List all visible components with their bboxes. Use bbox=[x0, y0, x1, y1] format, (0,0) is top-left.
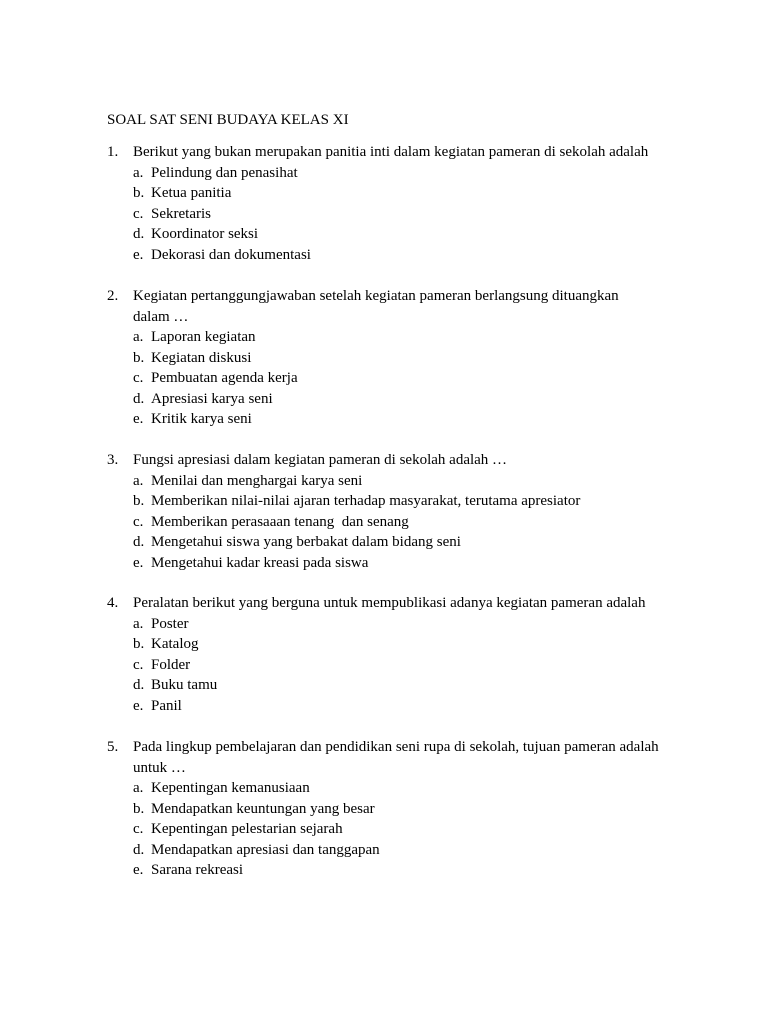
option-text: Panil bbox=[151, 697, 182, 714]
option-text: Kepentingan kemanusiaan bbox=[151, 780, 310, 796]
answer-option bbox=[107, 532, 667, 553]
question-line bbox=[107, 593, 667, 614]
answer-option bbox=[107, 840, 667, 861]
question-text: Peralatan berikut yang berguna untuk mempublikasi adanya kegiatan pameran adalah bbox=[133, 595, 646, 611]
answer-option bbox=[107, 553, 667, 574]
option-text: Sarana rekreasi bbox=[151, 862, 244, 878]
question-4 bbox=[107, 593, 667, 716]
option-letter: c. bbox=[133, 821, 144, 837]
option-text: Mengetahui siswa yang berbakat dalam bidang seni bbox=[151, 534, 461, 550]
question-line bbox=[107, 286, 667, 307]
answer-option bbox=[107, 512, 667, 533]
answer-option bbox=[107, 368, 667, 389]
option-letter: c. bbox=[133, 205, 144, 222]
option-text: Memberikan perasaaan tenang dan senang bbox=[151, 513, 409, 530]
question-5 bbox=[107, 737, 667, 881]
answer-option bbox=[107, 491, 667, 512]
question-line bbox=[107, 450, 667, 471]
answer-option bbox=[107, 819, 667, 840]
option-letter: d. bbox=[133, 390, 145, 407]
option-letter: a. bbox=[133, 780, 144, 796]
answer-option bbox=[107, 778, 667, 799]
option-letter: d. bbox=[133, 226, 145, 242]
answer-option bbox=[107, 655, 667, 676]
page-title: SOAL SAT SENI BUDAYA KELAS XI bbox=[107, 112, 349, 128]
question-3 bbox=[107, 450, 667, 573]
answer-option bbox=[107, 183, 667, 204]
question-text: dalam … bbox=[133, 308, 189, 325]
option-text: Apresiasi karya seni bbox=[151, 390, 273, 407]
option-text: Kegiatan diskusi bbox=[151, 349, 252, 366]
answer-option bbox=[107, 696, 667, 717]
question-2 bbox=[107, 286, 667, 430]
option-letter: c. bbox=[133, 370, 144, 386]
option-text: Buku tamu bbox=[151, 677, 218, 693]
option-letter: b. bbox=[133, 493, 145, 509]
question-text: Berikut yang bukan merupakan panitia inti dalam kegiatan pameran di sekolah adalah bbox=[133, 144, 649, 160]
answer-option bbox=[107, 409, 667, 430]
option-letter: e. bbox=[133, 411, 144, 427]
option-text: Kepentingan pelestarian sejarah bbox=[151, 821, 343, 837]
option-text: Koordinator seksi bbox=[151, 226, 259, 242]
answer-option bbox=[107, 389, 667, 410]
option-letter: d. bbox=[133, 534, 145, 550]
option-letter: b. bbox=[133, 636, 145, 652]
option-letter: e. bbox=[133, 862, 144, 878]
option-letter: a. bbox=[133, 164, 144, 181]
answer-option bbox=[107, 471, 667, 492]
question-line bbox=[107, 142, 667, 163]
answer-option bbox=[107, 224, 667, 245]
question-text: Kegiatan pertanggungjawaban setelah kegiatan pameran berlangsung dituangkan bbox=[133, 288, 619, 304]
answer-option bbox=[107, 163, 667, 184]
option-text: Ketua panitia bbox=[151, 185, 232, 201]
option-letter: b. bbox=[133, 349, 145, 366]
question-line-continued bbox=[107, 758, 667, 779]
option-letter: e. bbox=[133, 697, 144, 714]
option-letter: a. bbox=[133, 615, 144, 632]
option-letter: d. bbox=[133, 677, 145, 693]
question-text: Pada lingkup pembelajaran dan pendidikan seni rupa di sekolah, tujuan pameran adalah bbox=[133, 739, 659, 755]
option-text: Poster bbox=[151, 615, 189, 632]
answer-option bbox=[107, 327, 667, 348]
option-text: Memberikan nilai-nilai ajaran terhadap masyarakat, terutama apresiator bbox=[151, 493, 581, 509]
answer-option bbox=[107, 348, 667, 369]
answer-option bbox=[107, 799, 667, 820]
option-text: Katalog bbox=[151, 636, 199, 652]
answer-option bbox=[107, 675, 667, 696]
option-text: Menilai dan menghargai karya seni bbox=[151, 472, 363, 489]
option-letter: e. bbox=[133, 246, 144, 263]
question-1 bbox=[107, 142, 667, 265]
question-line bbox=[107, 737, 667, 758]
question-number: 3. bbox=[107, 452, 119, 468]
option-text: Laporan kegiatan bbox=[151, 329, 256, 345]
option-text: Sekretaris bbox=[151, 205, 211, 222]
option-letter: d. bbox=[133, 841, 145, 858]
answer-option bbox=[107, 860, 667, 881]
answer-option bbox=[107, 634, 667, 655]
option-text: Mengetahui kadar kreasi pada siswa bbox=[151, 554, 369, 571]
option-letter: b. bbox=[133, 185, 145, 201]
option-text: Mendapatkan keuntungan yang besar bbox=[151, 800, 375, 817]
answer-option bbox=[107, 204, 667, 225]
option-text: Mendapatkan apresiasi dan tanggapan bbox=[151, 841, 380, 858]
option-letter: e. bbox=[133, 554, 144, 571]
option-text: Kritik karya seni bbox=[151, 411, 252, 427]
answer-option bbox=[107, 614, 667, 635]
question-number: 2. bbox=[107, 288, 119, 304]
option-text: Folder bbox=[151, 656, 191, 673]
question-number: 1. bbox=[107, 144, 119, 160]
answer-option bbox=[107, 245, 667, 266]
option-text: Pembuatan agenda kerja bbox=[151, 370, 298, 386]
question-text: untuk … bbox=[133, 759, 186, 776]
option-letter: b. bbox=[133, 800, 145, 817]
option-letter: c. bbox=[133, 656, 144, 673]
question-number: 5. bbox=[107, 739, 119, 755]
question-text: Fungsi apresiasi dalam kegiatan pameran di sekolah adalah … bbox=[133, 452, 508, 468]
option-text: Pelindung dan penasihat bbox=[151, 164, 298, 181]
question-line-continued bbox=[107, 307, 667, 328]
option-letter: a. bbox=[133, 472, 144, 489]
option-letter: a. bbox=[133, 329, 144, 345]
option-text: Dekorasi dan dokumentasi bbox=[151, 246, 311, 263]
option-letter: c. bbox=[133, 513, 144, 530]
question-number: 4. bbox=[107, 595, 119, 611]
